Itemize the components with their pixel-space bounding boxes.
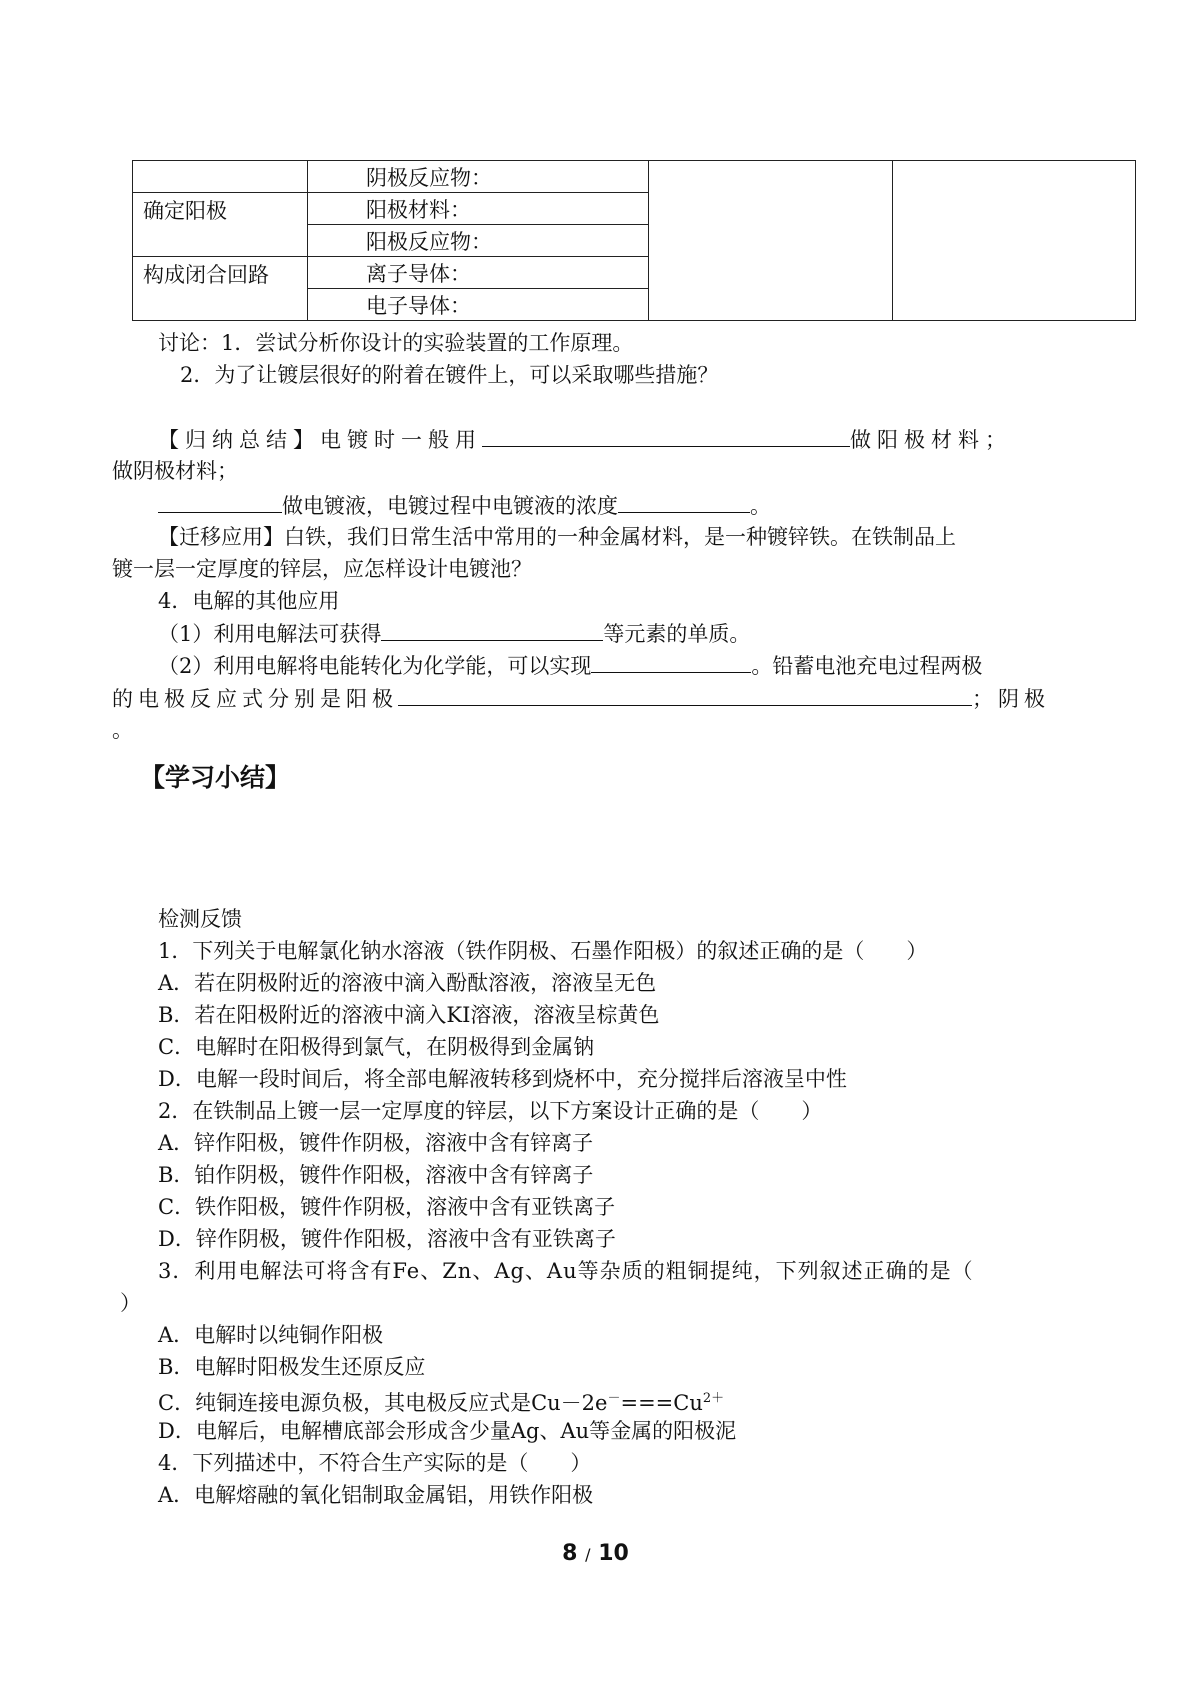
question-4: 4．下列描述中，不符合生产实际的是（ ） bbox=[158, 1451, 592, 1475]
question-4-option-a: A．电解熔融的氧化铝制取金属铝，用铁作阳极 bbox=[158, 1483, 594, 1507]
question-1-option-d: D．电解一段时间后，将全部电解液转移到烧杯中，充分搅拌后溶液呈中性 bbox=[158, 1067, 847, 1091]
table-cell bbox=[133, 161, 308, 193]
table-cell: 阳极反应物： bbox=[308, 225, 649, 257]
item-2-line-2-prefix: 的电极反应式分别是阳极 bbox=[112, 687, 398, 711]
question-1-option-a: A．若在阴极附近的溶液中滴入酚酞溶液，溶液呈无色 bbox=[158, 971, 657, 995]
item-2-line-2-suffix: ；阴极 bbox=[972, 687, 1050, 711]
table-cell: 构成闭合回路 bbox=[133, 257, 308, 321]
question-2-option-b: B．铂作阴极，镀件作阳极，溶液中含有锌离子 bbox=[158, 1163, 594, 1187]
question-1-option-b: B．若在阳极附近的溶液中滴入KI溶液，溶液呈棕黄色 bbox=[158, 1003, 660, 1027]
table-cell bbox=[649, 161, 893, 321]
other-apps-title: 4．电解的其他应用 bbox=[158, 589, 340, 613]
other-apps-item-2-line-2 bbox=[112, 683, 1050, 714]
page-separator: / bbox=[585, 1545, 591, 1564]
question-3-option-b: B．电解时阳极发生还原反应 bbox=[158, 1355, 426, 1379]
option-c-formula: ===Cu bbox=[620, 1391, 703, 1415]
discussion-line-2: 2．为了让镀层很好的附着在镀件上，可以采取哪些措施？ bbox=[180, 363, 719, 387]
summary-prefix: 【归纳总结】电镀时一般用 bbox=[158, 428, 482, 452]
other-apps-item-2 bbox=[158, 650, 982, 681]
blank-anode-reaction bbox=[398, 683, 972, 706]
question-2-option-d: D．锌作阴极，镀件作阳极，溶液中含有亚铁离子 bbox=[158, 1227, 616, 1251]
question-2-option-a: A．锌作阳极，镀件作阴极，溶液中含有锌离子 bbox=[158, 1131, 594, 1155]
table-cell: 阴极反应物： bbox=[308, 161, 649, 193]
summary-line-3-text: 做电镀液，电镀过程中电镀液的浓度 bbox=[282, 494, 618, 518]
item-2-suffix: 。铅蓄电池充电过程两极 bbox=[751, 654, 983, 678]
other-apps-item-1 bbox=[158, 618, 750, 649]
question-1: 1．下列关于电解氯化钠水溶液（铁作阴极、石墨作阳极）的叙述正确的是（ ） bbox=[158, 939, 928, 963]
question-2: 2．在铁制品上镀一层一定厚度的锌层，以下方案设计正确的是（ ） bbox=[158, 1099, 823, 1123]
study-summary-heading: 【学习小结】 bbox=[140, 763, 291, 792]
question-2-option-c: C．铁作阳极，镀件作阴极，溶液中含有亚铁离子 bbox=[158, 1195, 616, 1219]
table-cell: 电子导体： bbox=[308, 289, 649, 321]
summary-line-1 bbox=[158, 424, 1012, 455]
question-3-option-a: A．电解时以纯铜作阳极 bbox=[158, 1323, 384, 1347]
blank-elements bbox=[381, 618, 603, 641]
question-1-option-c: C．电解时在阳极得到氯气，在阴极得到金属钠 bbox=[158, 1035, 595, 1059]
summary-line-3 bbox=[158, 490, 771, 521]
question-3-option-d: D．电解后，电解槽底部会形成含少量Ag、Au等金属的阳极泥 bbox=[158, 1419, 737, 1443]
item-1-prefix: （1）利用电解法可获得 bbox=[158, 622, 382, 646]
summary-line-2: 做阴极材料； bbox=[112, 459, 238, 483]
question-3: 3．利用电解法可将含有Fe、Zn、Ag、Au等杂质的粗铜提纯，下列叙述正确的是（ bbox=[158, 1259, 974, 1283]
item-1-suffix: 等元素的单质。 bbox=[603, 622, 751, 646]
table-cell: 阳极材料： bbox=[308, 193, 649, 225]
transfer-line-1: 【迁移应用】白铁，我们日常生活中常用的一种金属材料，是一种镀锌铁。在铁制品上 bbox=[158, 525, 956, 549]
superscript-minus: － bbox=[607, 1391, 621, 1406]
option-c-text: C．纯铜连接电源负极，其电极反应式是Cu－2e bbox=[158, 1391, 608, 1415]
summary-suffix: 做阳极材料； bbox=[850, 428, 1012, 452]
discussion-line-1: 讨论：1．尝试分析你设计的实验装置的工作原理。 bbox=[158, 331, 634, 355]
page-total: 10 bbox=[598, 1541, 629, 1566]
question-3-option-c bbox=[158, 1384, 724, 1418]
table-cell bbox=[893, 161, 1136, 321]
summary-line-3-end: 。 bbox=[750, 494, 771, 518]
item-2-prefix: （2）利用电解将电能转化为化学能，可以实现 bbox=[158, 654, 592, 678]
page-number bbox=[0, 1541, 1191, 1566]
blank-realize bbox=[591, 650, 751, 673]
table-cell: 确定阳极 bbox=[133, 193, 308, 257]
feedback-title: 检测反馈 bbox=[158, 907, 242, 931]
other-apps-item-2-line-3: 。 bbox=[112, 718, 133, 742]
blank-anode-material bbox=[482, 424, 850, 447]
blank-concentration bbox=[618, 490, 750, 513]
table-cell: 离子导体： bbox=[308, 257, 649, 289]
design-table bbox=[132, 160, 1136, 321]
page-current: 8 bbox=[562, 1541, 578, 1566]
question-3-end: ） bbox=[120, 1291, 141, 1315]
transfer-line-2: 镀一层一定厚度的锌层，应怎样设计电镀池？ bbox=[112, 557, 532, 581]
blank-plating-solution bbox=[158, 490, 282, 513]
superscript-charge: 2＋ bbox=[702, 1391, 725, 1406]
